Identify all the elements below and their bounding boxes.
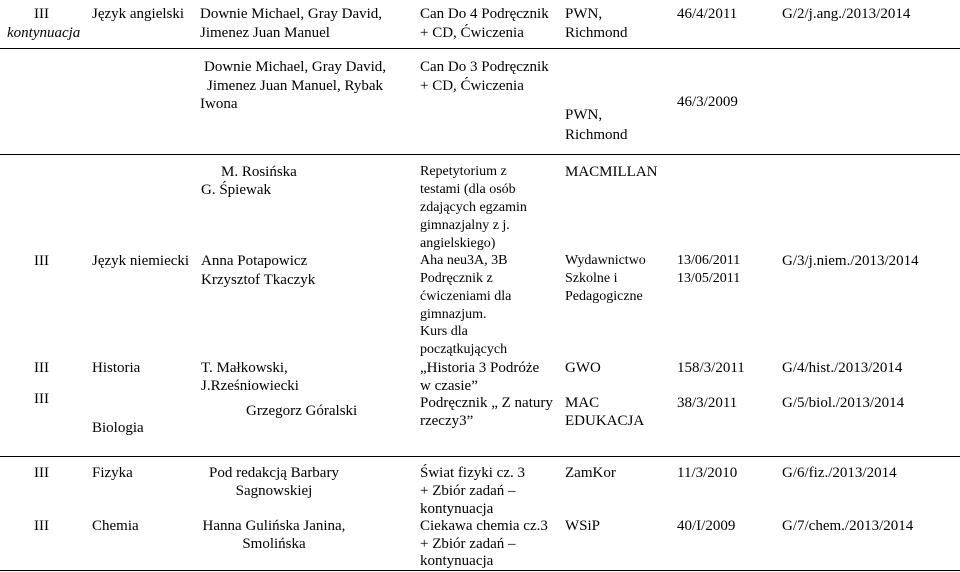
autorzy-line: M. Rosińska [221,164,297,180]
wydawnictwo-line: Pedagogiczne [565,289,643,304]
tytul-line: Podręcznik z [420,271,493,286]
tytul-line: + Zbiór zadań – [420,536,516,552]
tytul-line: w czasie” [420,378,478,394]
tytul-line: Świat fizyki cz. 3 [420,465,525,481]
tytul-line: angielskiego) [420,236,496,251]
nr-dopuszczenia-cell: 46/4/2011 [677,6,738,22]
nr-dopuszczenia-line: 13/05/2011 [677,271,741,286]
tytul-line: Repetytorium z [420,164,507,179]
tytul-line: zdających egzamin [420,200,527,215]
klasa-cell: III [34,518,49,534]
nr-dopuszczenia-cell: 158/3/2011 [677,360,745,376]
tytul-line: Podręcznik „ Z natury [420,395,553,411]
nr-dopuszczenia-line: 13/06/2011 [677,253,741,268]
wydawnictwo-line: MACMILLAN [565,164,658,180]
nr-dopuszczenia-cell: 46/3/2009 [677,94,738,110]
autorzy-line: Krzysztof Tkaczyk [201,272,316,288]
nr-programu-cell: G/4/hist./2013/2014 [782,360,903,376]
nr-programu-cell: G/7/chem./2013/2014 [782,518,914,534]
autorzy-line: Hanna Gulińska Janina, [202,518,346,534]
kontynuacja-label: kontynuacja [7,25,81,41]
autorzy-line: T. Małkowski, [201,360,288,376]
nr-dopuszczenia-cell: 40/I/2009 [677,518,736,534]
wydawnictwo-line: Richmond [565,25,628,41]
autorzy-line: Downie Michael, Gray David, [200,6,383,22]
row-divider [0,154,960,155]
tytul-line: Ciekawa chemia cz.3 [420,518,548,534]
przedmiot-cell: Język angielski [92,6,185,22]
wydawnictwo-line: MAC [565,395,600,411]
row-divider [0,48,960,49]
klasa-cell: III [34,391,49,407]
wydawnictwo-line: WSiP [565,518,601,534]
wydawnictwo-line: PWN, [565,6,603,22]
nr-programu-cell: G/2/j.ang./2013/2014 [782,6,911,22]
przedmiot-cell: Historia [92,360,141,376]
wydawnictwo-line: PWN, [565,107,603,123]
autorzy-line: Jimenez Juan Manuel [200,25,330,41]
autorzy-line: Anna Potapowicz [201,253,308,269]
klasa-cell: III [34,465,49,481]
autorzy-line: Iwona [200,96,238,112]
klasa-cell: III [34,6,49,22]
tytul-line: + Zbiór zadań – [420,483,516,499]
tytul-line: testami (dla osób [420,182,516,197]
row-divider [0,456,960,457]
autorzy-line: J.Rześniowiecki [201,378,299,394]
autorzy-line: Jimenez Juan Manuel, Rybak [206,78,384,94]
wydawnictwo-line: Wydawnictwo [565,253,646,268]
tytul-line: gimnazjalny z j. [420,218,510,233]
tytul-line: Kurs dla [420,324,468,339]
nr-programu-cell: G/3/j.niem./2013/2014 [782,253,919,269]
tytul-line: ćwiczeniami dla [420,289,512,304]
przedmiot-cell: Biologia [92,420,144,436]
autorzy-line: Sagnowskiej [235,483,313,499]
tytul-line: + CD, Ćwiczenia [420,78,524,94]
autorzy-line: Grzegorz Góralski [246,403,358,419]
tytul-line: kontynuacja [420,553,494,569]
nr-dopuszczenia-cell: 11/3/2010 [677,465,738,481]
tytul-line: kontynuacja [420,501,494,517]
autorzy-line: Pod redakcją Barbary [209,465,339,481]
tytul-line: Can Do 4 Podręcznik [420,6,549,22]
klasa-cell: III [34,360,49,376]
przedmiot-cell: Chemia [92,518,139,534]
przedmiot-cell: Język niemiecki [92,253,190,269]
wydawnictwo-line: Richmond [565,127,628,143]
tytul-line: początkujących [420,342,508,357]
klasa-cell: III [34,253,49,269]
wydawnictwo-line: Szkolne i [565,271,618,286]
wydawnictwo-line: ZamKor [565,465,616,481]
autorzy-line: G. Śpiewak [201,182,271,198]
wydawnictwo-line: GWO [565,360,601,376]
autorzy-line: Smolińska [242,536,306,552]
nr-programu-cell: G/6/fiz./2013/2014 [782,465,897,481]
wydawnictwo-line: EDUKACJA [565,413,645,429]
nr-programu-cell: G/5/biol./2013/2014 [782,395,905,411]
tytul-line: + CD, Ćwiczenia [420,25,524,41]
przedmiot-cell: Fizyka [92,465,133,481]
autorzy-line: Downie Michael, Gray David, [203,59,387,75]
tytul-line: Aha neu3A, 3B [420,253,508,268]
tytul-line: gimnazjum. [420,307,487,322]
tytul-line: „Historia 3 Podróże [420,360,540,376]
tytul-line: rzeczy3” [420,413,474,429]
tytul-line: Can Do 3 Podręcznik [420,59,549,75]
nr-dopuszczenia-cell: 38/3/2011 [677,395,738,411]
